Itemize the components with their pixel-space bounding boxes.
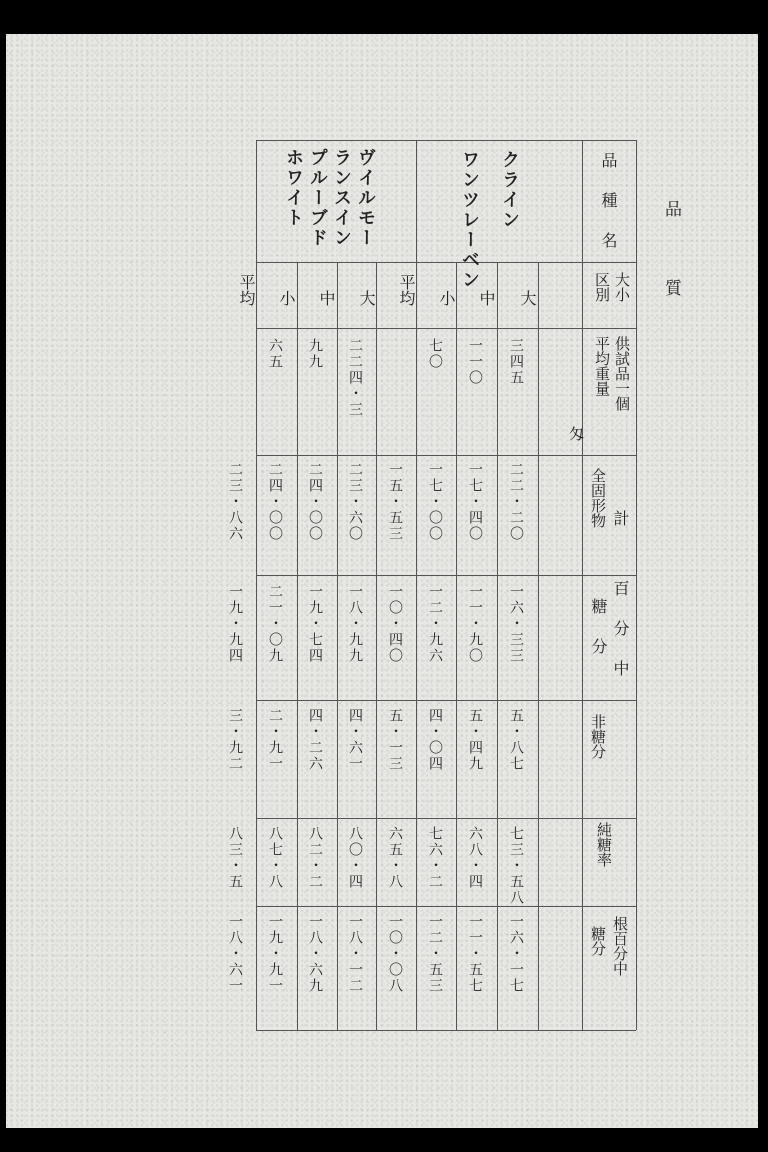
variety-1-name-line-0: ヴイルモー <box>355 148 376 248</box>
table-rule-v-2 <box>538 262 539 1030</box>
variety-0-row-2-root-sugar: 一二・五三 <box>427 914 443 994</box>
variety-1-row-3-size: 平均 <box>237 274 256 306</box>
variety-1-row-2-total-solids: 二四・〇〇 <box>267 462 283 542</box>
variety-1-row-1-total-solids: 二四・〇〇 <box>307 462 323 542</box>
header-root-sugar-2: 糖分 <box>589 926 607 956</box>
table-rule-h-7 <box>256 906 636 907</box>
variety-0-row-3-root-sugar: 一〇・〇八 <box>387 914 403 994</box>
table-rule-v-4 <box>456 262 457 1030</box>
table-rule-v-6 <box>376 262 377 1030</box>
table-rule-h-4 <box>256 575 636 576</box>
variety-1-row-0-weight: 二二四・三 <box>347 338 363 418</box>
table-rule-header-col <box>582 140 583 1030</box>
variety-1-name-line-2: プルーブド <box>307 148 328 248</box>
variety-0-row-3-purity: 六五・八 <box>387 826 403 890</box>
header-non-sugar: 非糖分 <box>589 714 607 759</box>
table-border-right <box>636 140 637 1030</box>
table-rule-h-1 <box>256 262 636 263</box>
variety-1-name-line-1: ランスイン <box>331 148 352 248</box>
variety-1-row-3-purity: 八三・五 <box>227 826 243 890</box>
variety-0-row-0-total-solids: 二二・二〇 <box>508 462 524 542</box>
table-rule-v-8 <box>297 262 298 1030</box>
variety-0-row-3-total-solids: 一五・五三 <box>387 462 403 542</box>
variety-0-row-2-size: 小 <box>437 290 456 306</box>
header-root-sugar-1: 根百分中 <box>611 916 629 976</box>
variety-1-row-2-sugar: 二一・〇九 <box>267 584 283 664</box>
variety-1-row-1-purity: 八二・二 <box>307 826 323 890</box>
variety-0-row-0-weight: 三四五 <box>508 338 524 386</box>
variety-0-row-3-non-sugar: 五・一三 <box>387 708 403 772</box>
variety-1-row-2-purity: 八七・八 <box>267 826 283 890</box>
header-total-label: 計 <box>611 510 630 550</box>
variety-1-row-1-root-sugar: 一八・六九 <box>307 914 323 994</box>
header-percent-within: 百分中 <box>611 580 630 700</box>
variety-1-row-1-non-sugar: 四・二六 <box>307 708 323 772</box>
page-side-title: 品質 <box>661 200 681 358</box>
variety-0-row-0-non-sugar: 五・八七 <box>508 708 524 772</box>
variety-1-row-2-size: 小 <box>277 290 296 306</box>
header-sample-weight-2: 平均重量 <box>593 336 611 396</box>
header-weight-unit: 匁 <box>567 426 585 441</box>
variety-0-row-2-sugar: 一二・九六 <box>427 584 443 664</box>
variety-1-row-3-total-solids: 二三・八六 <box>227 462 243 542</box>
variety-0-row-1-root-sugar: 一一・五七 <box>467 914 483 994</box>
table-rule-h-2 <box>256 328 636 329</box>
variety-0-row-1-weight: 一一〇 <box>467 338 483 386</box>
variety-1-row-0-purity: 八〇・四 <box>347 826 363 890</box>
variety-1-row-3-sugar: 一九・九四 <box>227 584 243 664</box>
variety-0-row-3-sugar: 一〇・四〇 <box>387 584 403 664</box>
table-rule-v-7 <box>337 262 338 1030</box>
table-rule-h-8 <box>256 1030 636 1031</box>
variety-0-name-line-0: クライン <box>499 150 520 230</box>
variety-1-row-0-size: 大 <box>357 290 376 306</box>
table-rule-h-6 <box>256 818 636 819</box>
variety-1-row-0-total-solids: 二三・六〇 <box>347 462 363 542</box>
variety-0-row-1-total-solids: 一七・四〇 <box>467 462 483 542</box>
variety-1-row-2-weight: 六五 <box>267 338 283 370</box>
variety-1-row-0-sugar: 一八・九九 <box>347 584 363 664</box>
variety-0-row-1-purity: 六八・四 <box>467 826 483 890</box>
variety-1-row-1-weight: 九九 <box>307 338 323 370</box>
header-sample-weight-1: 供試品一個 <box>613 336 631 411</box>
variety-1-row-3-non-sugar: 三・九二 <box>227 708 243 772</box>
variety-0-name-line-1: ワンツレーベン <box>459 150 480 290</box>
header-sugar: 糖分 <box>589 598 608 678</box>
variety-0-row-2-purity: 七六・二 <box>427 826 443 890</box>
variety-1-name-line-3: ホワイト <box>283 148 304 228</box>
variety-1-row-1-sugar: 一九・七四 <box>307 584 323 664</box>
variety-1-row-0-non-sugar: 四・六一 <box>347 708 363 772</box>
variety-1-row-2-non-sugar: 二・九一 <box>267 708 283 772</box>
table-rule-h-5 <box>256 700 636 701</box>
variety-0-row-1-sugar: 一一・九〇 <box>467 584 483 664</box>
variety-0-row-3-size: 平均 <box>397 274 416 306</box>
variety-0-row-2-total-solids: 一七・〇〇 <box>427 462 443 542</box>
variety-0-row-1-size: 中 <box>477 290 496 306</box>
variety-1-row-1-size: 中 <box>317 290 336 306</box>
variety-0-row-0-root-sugar: 一六・一七 <box>508 914 524 994</box>
table-rule-h-0 <box>256 140 636 141</box>
variety-1-row-2-root-sugar: 一九・九一 <box>267 914 283 994</box>
variety-0-row-2-non-sugar: 四・〇四 <box>427 708 443 772</box>
header-purity: 純糖率 <box>595 822 613 867</box>
variety-0-row-0-size: 大 <box>518 290 537 306</box>
document-page <box>6 34 758 1128</box>
header-variety-name: 品種名 <box>599 152 618 272</box>
variety-1-row-3-root-sugar: 一八・六一 <box>227 914 243 994</box>
variety-0-row-0-purity: 七三・五八 <box>508 826 524 906</box>
table-rule-h-3 <box>256 455 636 456</box>
variety-1-row-0-root-sugar: 一八・一二 <box>347 914 363 994</box>
variety-0-row-0-sugar: 一六・三三 <box>508 584 524 664</box>
header-size-class-1: 大小 <box>613 272 631 302</box>
variety-0-row-2-weight: 七〇 <box>427 338 443 370</box>
table-rule-v-3 <box>497 262 498 1030</box>
header-total-solids: 全固形物 <box>589 468 607 528</box>
header-size-class-2: 区別 <box>593 272 611 302</box>
variety-0-row-1-non-sugar: 五・四九 <box>467 708 483 772</box>
